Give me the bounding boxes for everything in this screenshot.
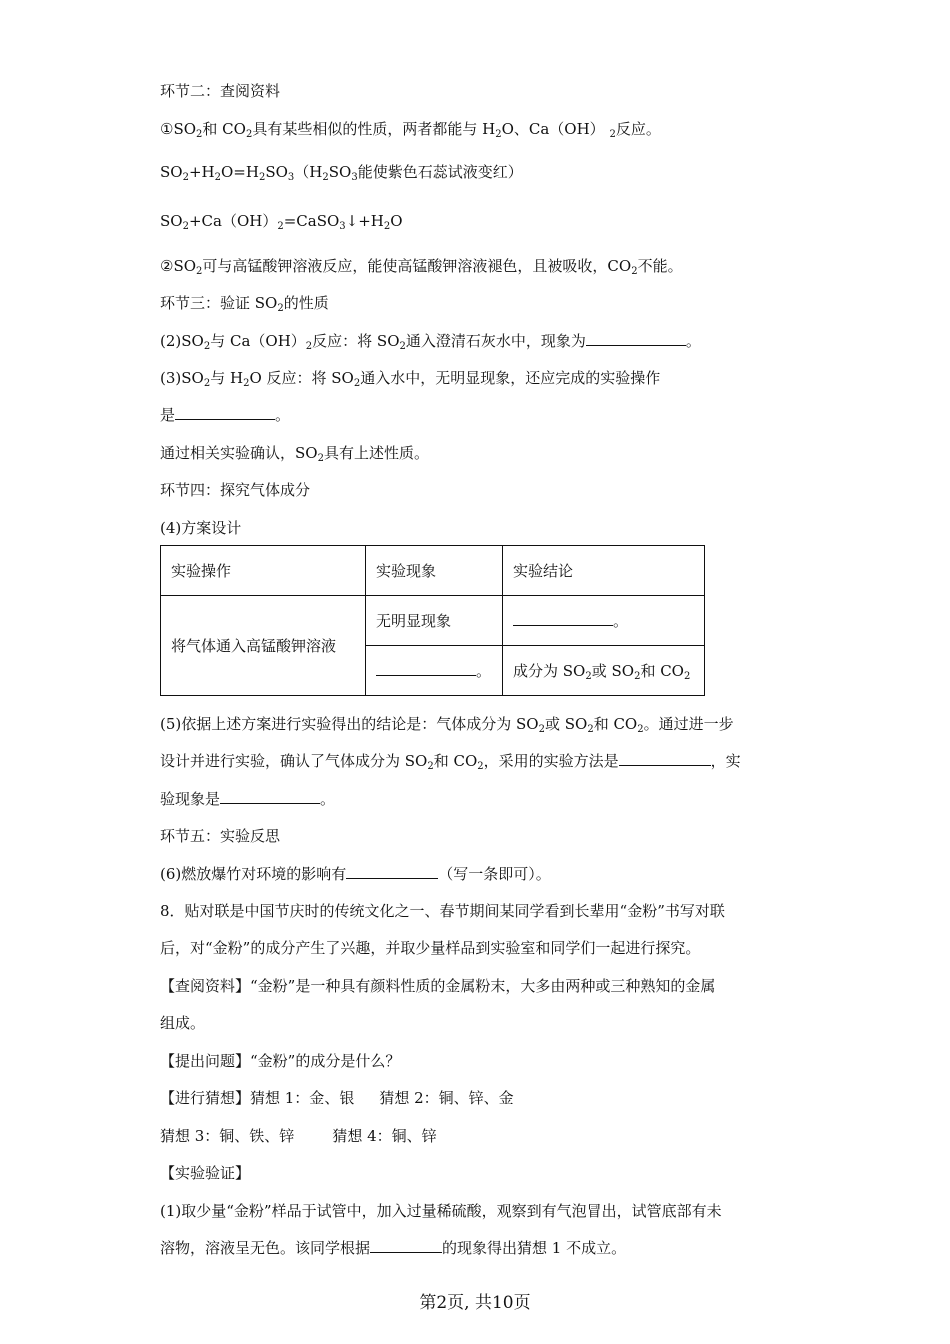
header-phenomenon: 实验现象 (366, 546, 503, 596)
answer-blank[interactable] (370, 1238, 442, 1253)
question-4: (4)方案设计 (160, 519, 242, 537)
cell-phenomenon-1: 无明显现象 (366, 596, 503, 646)
equation-so2-limewater: $SO_2+Ca(OH)_2=CaSO_3↓+H_2O$ (160, 212, 403, 232)
cell-operation: 将气体通入高锰酸钾溶液 (161, 596, 366, 696)
question-5-line-2: 设计并进行实验，确认了气体成分为 $SO_2$和 $CO_2$，采用的实验方法是 ，实 (160, 752, 741, 772)
problem-8-line-1: 8．贴对联是中国节庆时的传统文化之一、春节期间某同学看到长辈用“金粉”书写对联 (160, 902, 725, 920)
question-text: 【提出问题】“金粉”的成分是什么？ (160, 1052, 401, 1070)
guess-line-2: 猜想 3：铜、铁、锌 猜想 4：铜、锌 (160, 1127, 437, 1145)
section-3-title: 环节三：验证 $SO_2$的性质 (160, 294, 329, 314)
question-5-line-1: (5)依据上述方案进行实验得出的结论是：气体成分为 $SO_2$或 $SO_2$和 $CO_2$。通过进一步 (160, 715, 734, 735)
header-operation: 实验操作 (161, 546, 366, 596)
problem-8-line-2: 后，对“金粉”的成分产生了兴趣，并取少量样品到实验室和同学们一起进行探究。 (160, 939, 701, 957)
answer-blank[interactable] (346, 864, 438, 879)
answer-blank[interactable] (376, 661, 476, 676)
table-header-row (161, 546, 705, 596)
page-footer: 第2页, 共10页 (419, 1293, 531, 1313)
confirmation-text: 通过相关实验确认，$SO_2$具有上述性质。 (160, 444, 429, 464)
question-2: $(2)SO_2$与 $Ca(OH)_2$反应：将 $SO_2$通入澄清石灰水中，现象为 。 (160, 332, 701, 352)
question-6: (6)燃放爆竹对环境的影响有 （写一条即可）。 (160, 865, 551, 883)
reference-line-1: 【查阅资料】“金粉”是一种具有颜料性质的金属粉末，大多由两种或三种熟知的金属 (160, 977, 716, 995)
paragraph-so2-co2-similarity: $①SO_2$和 $CO_2$具有某些相似的性质，两者都能与 $H_2O$、Ca（OH） $_2$反应。 (160, 120, 661, 140)
cell-phenomenon-2: 。 (366, 646, 503, 696)
answer-blank[interactable] (220, 789, 320, 804)
cell-conclusion-1: 。 (503, 596, 705, 646)
cell-conclusion-2: 成分为 $SO_2$或 $SO_2$和 $CO_2$ (503, 646, 705, 696)
verify-title: 【实验验证】 (160, 1164, 251, 1182)
question-3: $(3)SO_2$与 $H_2O$ 反应：将 $SO_2$通入水中，无明显现象，还应完成的实验操作 (160, 369, 661, 389)
verify-step-1-line-1: (1)取少量“金粉”样品于试管中，加入过量稀硫酸，观察到有气泡冒出，试管底部有未 (160, 1202, 722, 1220)
section-5-title: 环节五：实验反思 (160, 827, 281, 845)
equation-so2-water: $SO_2+H_2O=H_2SO_3(H_2SO_3$能使紫色石蕊试液变红） (160, 163, 523, 183)
experiment-table (160, 545, 705, 696)
reference-line-2: 组成。 (160, 1014, 206, 1032)
question-3-answer-line: 是 。 (160, 406, 291, 424)
answer-blank[interactable] (175, 405, 275, 420)
answer-blank[interactable] (513, 611, 613, 626)
header-conclusion: 实验结论 (503, 546, 705, 596)
section-2-title: 环节二：查阅资料 (160, 82, 281, 100)
question-5-line-3: 验现象是 。 (160, 790, 336, 808)
verify-step-1-line-2: 溶物，溶液呈无色。该同学根据 的现象得出猜想 1 不成立。 (160, 1239, 627, 1257)
guess-line-1: 【进行猜想】猜想 1：金、银 猜想 2：铜、锌、金 (160, 1089, 514, 1107)
answer-blank[interactable] (586, 331, 686, 346)
table-row (161, 596, 705, 646)
paragraph-kmno4-property: $②SO_2$可与高锰酸钾溶液反应，能使高锰酸钾溶液褪色，且被吸收，$CO_2$不能。 (160, 257, 683, 277)
answer-blank[interactable] (619, 751, 711, 766)
section-4-title: 环节四：探究气体成分 (160, 481, 311, 499)
